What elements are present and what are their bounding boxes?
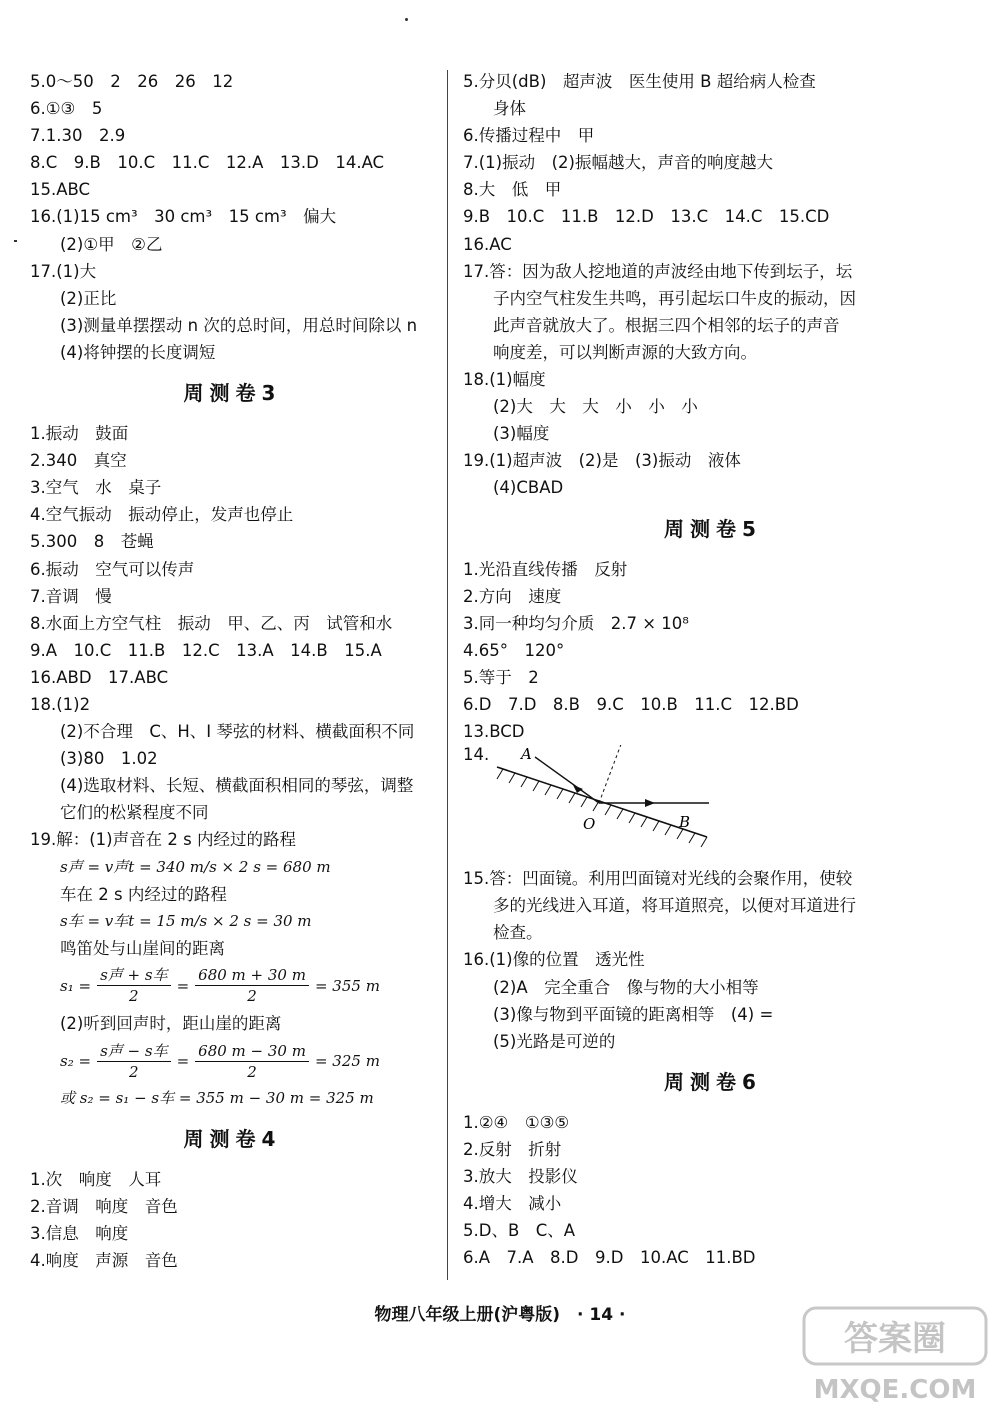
answer-line: (3)幅度: [493, 424, 550, 444]
answer-line: 5.等于 2: [463, 667, 539, 687]
answer-line: 鸣笛处与山崖间的距离: [60, 938, 225, 958]
answer-line: 2.方向 速度: [463, 586, 562, 606]
optics-figure: [463, 745, 963, 865]
answer-line: 响度差，可以判断声源的大致方向。: [493, 342, 757, 362]
watermark-bottom: MXQE.COM: [813, 1375, 977, 1405]
answer-line: 19.解：(1)声音在 2 s 内经过的路程: [30, 830, 296, 850]
section-heading: 周测卷5: [664, 516, 762, 541]
answer-line: 2.340 真空: [30, 451, 127, 471]
incident-arrow: [573, 785, 583, 793]
answer-line: 多的光线进入耳道，将耳道照亮，以便对耳道进行: [493, 896, 856, 916]
fraction: [195, 965, 309, 1006]
answer-line: (4)将钟摆的长度调短: [60, 342, 216, 362]
normal-line: [599, 745, 623, 803]
answer-line: 7.1.30 2.9: [30, 126, 126, 146]
formula-result: = 355 m: [314, 976, 380, 995]
answer-line: (2)正比: [60, 288, 117, 308]
answer-line: (2)①甲 ②乙: [60, 234, 163, 254]
fraction-denominator: 2: [247, 1062, 257, 1081]
answer-line: 检查。: [493, 923, 543, 943]
answer-line: 16.(1)像的位置 透光性: [463, 950, 645, 970]
label-a: A: [521, 745, 532, 764]
answer-line: 4.增大 减小: [463, 1194, 562, 1214]
answer-line: 6.振动 空气可以传声: [30, 559, 195, 579]
answer-line: 子内空气柱发生共鸣，再引起坛口牛皮的振动，因: [493, 288, 856, 308]
equals-sign: =: [176, 1052, 190, 1070]
right-column: [463, 68, 963, 1271]
answer-line: 1.光沿直线传播 反射: [463, 559, 628, 579]
watermark-top: 答案圈: [844, 1319, 946, 1359]
answer-line: 身体: [493, 99, 526, 119]
reflection-diagram: [483, 745, 763, 865]
answer-line: 13.BCD: [463, 722, 525, 742]
answer-line: 3.同一种均匀介质 2.7 × 10⁸: [463, 613, 689, 633]
answer-line: 2.音调 响度 音色: [30, 1197, 178, 1217]
mirror-line: [497, 767, 707, 837]
fraction-numerator: 680 m + 30 m: [195, 965, 309, 986]
answer-line: 7.音调 慢: [30, 586, 112, 606]
label-o: O: [583, 815, 596, 834]
answer-line: (3)80 1.02: [60, 749, 158, 769]
answer-line: 19.(1)超声波 (2)是 (3)振动 液体: [463, 451, 741, 471]
answer-line: 3.空气 水 桌子: [30, 478, 162, 498]
formula-line: s声 = v声t = 340 m/s × 2 s = 680 m: [60, 857, 331, 876]
fraction: [195, 1041, 309, 1082]
answer-line: 8.大 低 甲: [463, 180, 562, 200]
formula-line: s车 = v车t = 15 m/s × 2 s = 30 m: [60, 911, 312, 930]
answer-line: 4.65° 120°: [463, 640, 565, 660]
answer-line: 5.D、B C、A: [463, 1221, 576, 1241]
section-heading: 周测卷6: [664, 1069, 762, 1094]
answer-line: 16.AC: [463, 234, 512, 254]
reflected-arrow: [645, 799, 655, 807]
fraction: [97, 965, 171, 1006]
answer-line: 2.反射 折射: [463, 1139, 562, 1159]
fraction-numerator: s声 + s车: [97, 965, 171, 986]
figure-number: 14.: [463, 745, 490, 765]
answer-line: 7.(1)振动 (2)振幅越大，声音的响度越大: [463, 153, 773, 173]
fraction: [97, 1041, 171, 1082]
answer-line: (2)不合理 C、H、I 琴弦的材料、横截面积不同: [60, 722, 415, 742]
fraction-numerator: s声 − s车: [97, 1041, 171, 1062]
answer-line: (5)光路是可逆的: [493, 1031, 616, 1051]
column-divider: [447, 70, 448, 1280]
answer-line: 17.答：因为敌人挖地道的声波经由地下传到坛子，坛: [463, 261, 853, 281]
answer-line: 9.B 10.C 11.B 12.D 13.C 14.C 15.CD: [463, 207, 830, 227]
answer-line: (3)测量单摆摆动 n 次的总时间，用总时间除以 n: [60, 315, 418, 335]
fraction-numerator: 680 m − 30 m: [195, 1041, 309, 1062]
left-column: [30, 68, 435, 1274]
scan-dot: [14, 240, 17, 242]
section-heading: 周测卷3: [183, 381, 282, 406]
answer-line: 15.答：凹面镜。利用凹面镜对光线的会聚作用，使较: [463, 869, 853, 889]
answer-line: 16.(1)15 cm³ 30 cm³ 15 cm³ 偏大: [30, 207, 337, 227]
answer-line: 9.A 10.C 11.B 12.C 13.A 14.B 15.A: [30, 640, 382, 660]
answer-line: (2)大 大 大 小 小 小: [493, 397, 698, 417]
equals-sign: =: [176, 976, 190, 995]
section-heading: 周测卷4: [183, 1127, 282, 1152]
answer-line: 车在 2 s 内经过的路程: [60, 884, 227, 904]
answer-line: 16.ABD 17.ABC: [30, 667, 169, 687]
answer-line: 6.A 7.A 8.D 9.D 10.AC 11.BD: [463, 1248, 756, 1268]
answer-line: 6.①③ 5: [30, 99, 103, 119]
formula-result: = 325 m: [314, 1052, 380, 1070]
answer-line: 1.次 响度 人耳: [30, 1170, 162, 1190]
answer-line: (2)听到回声时，距山崖的距离: [60, 1013, 282, 1033]
fraction-formula: [30, 1037, 435, 1085]
answer-line: 5.分贝(dB) 超声波 医生使用 B 超给病人检查: [463, 72, 816, 91]
answer-line: 6.传播过程中 甲: [463, 126, 595, 146]
answer-line: 此声音就放大了。根据三四个相邻的坛子的声音: [493, 315, 840, 335]
formula-lhs: s₁ =: [60, 976, 92, 995]
answer-line: 15.ABC: [30, 180, 91, 200]
fraction-denominator: 2: [129, 987, 139, 1006]
fraction-denominator: 2: [247, 987, 257, 1006]
answer-line: 8.C 9.B 10.C 11.C 12.A 13.D 14.AC: [30, 153, 385, 173]
answer-line: 4.空气振动 振动停止，发声也停止: [30, 505, 294, 525]
scan-dot: [405, 18, 408, 21]
page-footer: 物理八年级上册(沪粤版) · 14 ·: [374, 1305, 626, 1325]
answer-line: 6.D 7.D 8.B 9.C 10.B 11.C 12.BD: [463, 694, 799, 714]
answer-line: (4)选取材料、长短、横截面积相同的琴弦，调整: [60, 776, 414, 796]
answer-line: 3.放大 投影仪: [463, 1167, 578, 1186]
answer-line: 1.②④ ①③⑤: [463, 1112, 570, 1132]
answer-line: 18.(1)幅度: [463, 370, 546, 390]
answer-line: 5.300 8 苍蝇: [30, 532, 154, 552]
answer-line: 1.振动 鼓面: [30, 424, 129, 444]
watermark-logo: [800, 1298, 990, 1408]
answer-line: 8.水面上方空气柱 振动 甲、乙、丙 试管和水: [30, 613, 393, 633]
answer-line: 它们的松紧程度不同: [60, 803, 209, 823]
fraction-denominator: 2: [129, 1062, 139, 1081]
answer-line: 3.信息 响度: [30, 1224, 129, 1244]
incident-ray: [535, 757, 599, 803]
formula-line: 或 s₂ = s₁ − s车 = 355 m − 30 m = 325 m: [60, 1089, 374, 1107]
label-b: B: [679, 813, 691, 832]
answer-line: (3)像与物到平面镜的距离相等 (4) =: [493, 1004, 774, 1024]
answer-line: (2)A 完全重合 像与物的大小相等: [493, 977, 759, 997]
answer-line: (4)CBAD: [493, 478, 564, 498]
mirror-hatching: [497, 769, 707, 847]
formula-lhs: s₂ =: [60, 1052, 92, 1070]
answer-line: 5.0～50 2 26 26 12: [30, 72, 234, 91]
answer-line: 4.响度 声源 音色: [30, 1251, 178, 1271]
fraction-formula: [30, 962, 435, 1010]
answer-line: 17.(1)大: [30, 261, 97, 281]
answer-line: 18.(1)2: [30, 694, 91, 714]
